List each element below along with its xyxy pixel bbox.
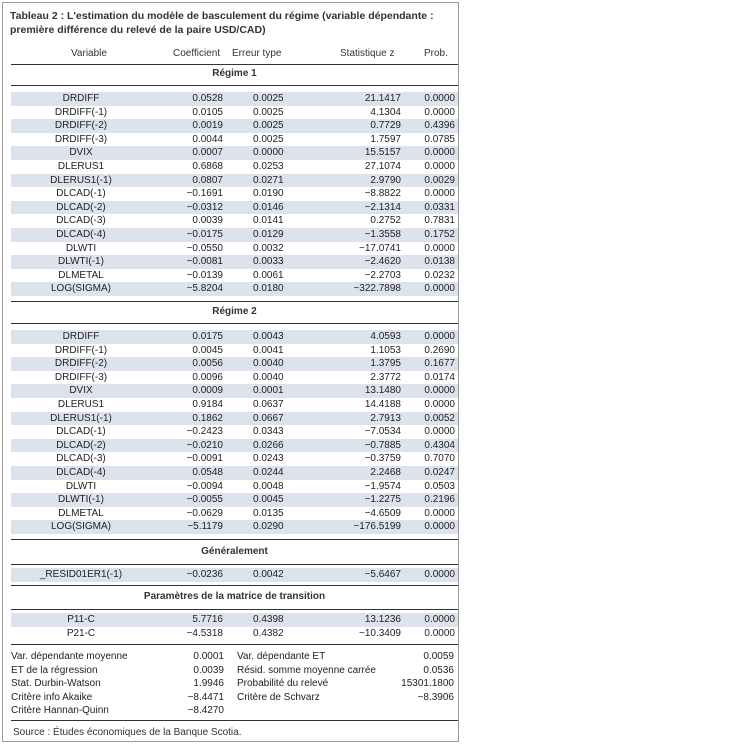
stat-label: Probabilité du relevé [237,678,329,690]
coefficient-cell: 0.0007 [192,147,223,159]
prob-cell: 0.0000 [424,426,455,438]
error-cell: 0.0141 [253,215,284,227]
table-row [11,384,458,398]
table-row [11,330,458,344]
prob-cell: 0.0000 [424,399,455,410]
zstat-cell: 1.7597 [370,133,401,145]
coefficient-cell: −0.0139 [186,269,223,281]
error-cell: 0.0025 [253,133,284,145]
zstat-cell: −176.5199 [353,521,401,533]
variable-cell: LOG(SIGMA) [50,283,111,295]
zstat-cell: −4.6509 [364,507,401,519]
table-row [11,398,458,412]
table-row [11,255,458,269]
rule [11,539,458,540]
coefficient-cell: −4.5318 [186,627,223,639]
rule [11,720,458,721]
prob-cell: 0.0000 [424,106,455,118]
prob-cell: 0.0000 [424,569,455,580]
coefficient-cell: 0.6868 [192,161,223,172]
table-row [11,357,458,371]
coefficient-cell: 0.0548 [192,467,223,478]
table-row [11,119,458,133]
header-zstat: Statistique z [340,48,395,59]
stat-value: 0.0001 [193,651,224,662]
rule [11,564,458,565]
source-note: Source : Études économiques de la Banque Scotia. [13,727,242,738]
stat-value: 0.0039 [193,664,224,676]
prob-cell: 0.4396 [424,120,455,132]
variable-cell: DLERUS1(-1) [50,412,112,424]
variable-cell: DLWTI(-1) [58,256,104,268]
coefficient-cell: 0.0528 [192,93,223,104]
variable-cell: DLWTI [65,242,97,254]
table-row [11,133,458,147]
table-row [11,507,458,521]
variable-cell: _RESID01ER1(-1) [39,569,123,580]
error-cell: 0.4382 [253,627,284,639]
variable-cell: DRDIFF(-1) [54,106,108,118]
prob-cell: 0.4304 [424,439,455,451]
stat-label: ET de la régression [11,664,98,676]
zstat-cell: −5.6467 [364,569,401,580]
zstat-cell: 2.2468 [370,467,401,478]
zstat-cell: −10.3409 [359,627,401,639]
zstat-cell: −2.4620 [364,256,401,268]
variable-cell: DVIX [69,147,93,159]
zstat-cell: −8.8822 [364,188,401,200]
zstat-cell: 14.4188 [364,399,401,410]
coefficient-cell: 0.0105 [192,106,223,118]
stat-label: Var. dépendante ET [237,651,326,662]
zstat-cell: −0.7885 [364,439,401,451]
table-row [11,371,458,385]
variable-cell: DRDIFF(-3) [54,133,108,145]
variable-cell: DLCAD(-1) [56,188,106,200]
table-row [11,493,458,507]
prob-cell: 0.0785 [424,133,455,145]
error-cell: 0.0032 [253,242,284,254]
error-cell: 0.0266 [253,439,284,451]
table-row [11,439,458,453]
table-row [11,242,458,256]
variable-cell: DRDIFF(-2) [54,120,108,132]
variable-cell: P11-C [67,614,95,625]
stat-label: Critère info Akaike [11,691,93,703]
prob-cell: 0.0174 [424,371,455,383]
coefficient-cell: 0.0045 [192,344,223,356]
table-row [11,160,458,174]
variable-cell: DRDIFF [62,331,100,342]
table-row [11,282,458,296]
zstat-cell: 0.7729 [370,120,401,132]
zstat-cell: −7.0534 [364,426,401,438]
error-cell: 0.0146 [253,201,284,213]
prob-cell: 0.0000 [424,283,455,295]
variable-cell: DLERUS1(-1) [50,174,112,186]
prob-cell: 0.0029 [424,174,455,186]
error-cell: 0.0244 [253,467,284,478]
prob-cell: 0.0000 [424,242,455,254]
variable-cell: P21-C [66,627,96,639]
table-row [11,214,458,228]
coefficient-cell: 0.0807 [192,174,223,186]
coefficient-cell: 0.9184 [192,399,223,410]
coefficient-cell: 0.1862 [192,412,223,424]
zstat-cell: 13.1480 [364,385,401,397]
rule [11,301,458,302]
coefficient-cell: 0.0175 [192,331,223,342]
error-cell: 0.0271 [253,174,284,186]
error-cell: 0.0135 [253,507,284,519]
header-error: Erreur type [232,48,282,59]
coefficient-cell: 0.0019 [192,120,223,132]
stat-value: 0.0059 [423,651,454,662]
variable-cell: DLCAD(-4) [56,467,106,478]
variable-cell: LOG(SIGMA) [50,521,111,533]
header-variable: Variable [71,48,107,59]
variable-cell: DLERUS1 [57,161,105,172]
prob-cell: 0.1677 [424,358,455,370]
stat-value: −8.4471 [187,691,224,703]
error-cell: 0.0025 [253,106,284,118]
zstat-cell: 2.9790 [370,174,401,186]
prob-cell: 0.0000 [424,507,455,519]
zstat-cell: 21.1417 [364,93,401,104]
prob-cell: 0.2196 [424,494,455,506]
error-cell: 0.0025 [253,93,284,104]
error-cell: 0.0061 [253,269,284,281]
stat-value: 0.0536 [423,664,454,676]
prob-cell: 0.0331 [424,201,455,213]
error-cell: 0.0190 [253,188,284,200]
coefficient-cell: −0.0081 [186,256,223,268]
coefficient-cell: −0.0210 [186,439,223,451]
prob-cell: 0.1752 [424,229,455,240]
error-cell: 0.0243 [253,453,284,465]
variable-cell: DRDIFF [62,93,100,104]
stat-label: Stat. Durbin-Watson [11,678,101,690]
prob-cell: 0.7070 [424,453,455,465]
variable-cell: DRDIFF(-3) [54,371,108,383]
coefficient-cell: 0.0056 [192,358,223,370]
coefficient-cell: −0.0055 [186,494,223,506]
variable-cell: DLWTI [65,480,97,492]
rule [11,64,458,65]
variable-cell: DRDIFF(-2) [54,358,108,370]
zstat-cell: −0.3759 [364,453,401,465]
variable-cell: DLCAD(-1) [56,426,106,438]
zstat-cell: 0.2752 [370,215,401,227]
variable-cell: DLCAD(-3) [56,453,106,465]
table-row [11,174,458,188]
zstat-cell: 15.5157 [364,147,401,159]
variable-cell: DLCAD(-2) [56,201,106,213]
section-general: Généralement [201,546,268,557]
error-cell: 0.0000 [253,147,284,159]
error-cell: 0.0048 [253,480,284,492]
variable-cell: DLCAD(-2) [56,439,106,451]
variable-cell: DLERUS1 [57,399,105,410]
table-frame [2,2,459,742]
zstat-cell: 4.1304 [370,106,401,118]
variable-cell: DLMETAL [58,269,104,281]
prob-cell: 0.0138 [424,256,455,268]
zstat-cell: −1.2275 [364,494,401,506]
table-row [11,92,458,106]
error-cell: 0.0290 [253,521,284,533]
error-cell: 0.0033 [253,256,284,268]
variable-cell: DRDIFF(-1) [54,344,108,356]
table-row [11,187,458,201]
table-row [11,344,458,358]
stat-label: Critère de Schvarz [237,691,320,703]
prob-cell: 0.2690 [424,344,455,356]
error-cell: 0.0637 [253,399,284,410]
prob-cell: 0.0000 [424,521,455,533]
table-row [11,425,458,439]
zstat-cell: −17.0741 [359,242,401,254]
table-row [11,106,458,120]
prob-cell: 0.0052 [424,412,455,424]
table-row [11,627,458,641]
coefficient-cell: −0.0094 [186,480,223,492]
stat-value: 1.9946 [193,678,224,690]
table-row [11,146,458,160]
table-row [11,613,458,627]
table-row [11,520,458,534]
stat-value: 15301.1800 [401,678,454,690]
zstat-cell: 2.7913 [370,412,401,424]
error-cell: 0.0042 [253,569,284,580]
stat-label: Var. dépendante moyenne [11,651,128,662]
zstat-cell: −2.2703 [364,269,401,281]
coefficient-cell: 0.0096 [192,371,223,383]
section-transition: Paramètres de la matrice de transition [143,591,326,602]
stat-label: Résid. somme moyenne carrée [237,664,376,676]
zstat-cell: 13.1236 [364,614,401,625]
coefficient-cell: −0.2423 [186,426,223,438]
rule [11,323,458,324]
prob-cell: 0.0000 [424,188,455,200]
prob-cell: 0.0503 [424,480,455,492]
error-cell: 0.0180 [253,283,284,295]
variable-cell: DLWTI(-1) [58,494,104,506]
error-cell: 0.0667 [253,412,284,424]
prob-cell: 0.0000 [424,614,455,625]
error-cell: 0.0043 [253,331,284,342]
rule [11,644,458,645]
zstat-cell: 2.3772 [370,371,401,383]
zstat-cell: −322.7898 [353,283,401,295]
error-cell: 0.0045 [253,494,284,506]
zstat-cell: 4.0593 [370,331,401,342]
table-row [11,228,458,242]
table-row [11,269,458,283]
error-cell: 0.0129 [253,229,284,240]
error-cell: 0.0001 [253,385,284,397]
coefficient-cell: 0.0009 [192,385,223,397]
stat-value: −8.3906 [417,691,454,703]
coefficient-cell: −0.1691 [186,188,223,200]
zstat-cell: −1.9574 [364,480,401,492]
prob-cell: 0.0000 [424,385,455,397]
prob-cell: 0.7831 [424,215,455,227]
rule [11,85,458,86]
prob-cell: 0.0000 [424,93,455,104]
prob-cell: 0.0000 [424,161,455,172]
zstat-cell: −2.1314 [364,201,401,213]
header-coefficient: Coefficient [173,48,221,59]
prob-cell: 0.0247 [424,467,455,478]
stat-label: Critère Hannan-Quinn [11,705,109,717]
variable-cell: DVIX [69,385,93,397]
error-cell: 0.0041 [253,344,284,356]
variable-cell: DLMETAL [58,507,104,519]
error-cell: 0.0025 [253,120,284,132]
rule [11,609,458,610]
coefficient-cell: −5.1179 [187,521,223,533]
coefficient-cell: −0.0550 [186,242,223,254]
table-row [11,412,458,426]
prob-cell: 0.0000 [424,627,455,639]
coefficient-cell: −0.0236 [186,569,223,580]
coefficient-cell: 0.0039 [192,215,223,227]
error-cell: 0.0040 [253,358,284,370]
stat-value: −8.4270 [187,705,224,717]
zstat-cell: 1.3795 [370,358,401,370]
prob-cell: 0.0000 [424,147,455,159]
prob-cell: 0.0232 [424,269,455,281]
section-regime-2: Régime 2 [212,306,257,317]
coefficient-cell: −0.0312 [186,201,223,213]
zstat-cell: 27.1074 [364,161,401,172]
coefficient-cell: 5.7716 [192,614,223,625]
coefficient-cell: 0.0044 [192,133,223,145]
prob-cell: 0.0000 [424,331,455,342]
table-row [11,201,458,215]
coefficient-cell: −5.8204 [186,283,223,295]
table-row [11,480,458,494]
rule [11,585,458,586]
error-cell: 0.4398 [253,614,284,625]
coefficient-cell: −0.0629 [186,507,223,519]
header-prob: Prob. [424,48,448,59]
zstat-cell: 1.1053 [370,344,401,356]
variable-cell: DLCAD(-3) [56,215,106,227]
error-cell: 0.0253 [253,161,284,172]
coefficient-cell: −0.0175 [186,229,223,240]
table-title: Tableau 2 : L'estimation du modèle de basculement du régime (variable dépendante : première différence du relevé de la paire USD/CAD) [10,10,434,36]
zstat-cell: −1.3558 [364,229,401,240]
table-row [11,452,458,466]
error-cell: 0.0343 [253,426,284,438]
error-cell: 0.0040 [253,371,284,383]
section-regime-1: Régime 1 [212,68,257,79]
coefficient-cell: −0.0091 [186,453,223,465]
table-row [11,568,458,582]
variable-cell: DLCAD(-4) [56,229,106,240]
table-row [11,466,458,480]
